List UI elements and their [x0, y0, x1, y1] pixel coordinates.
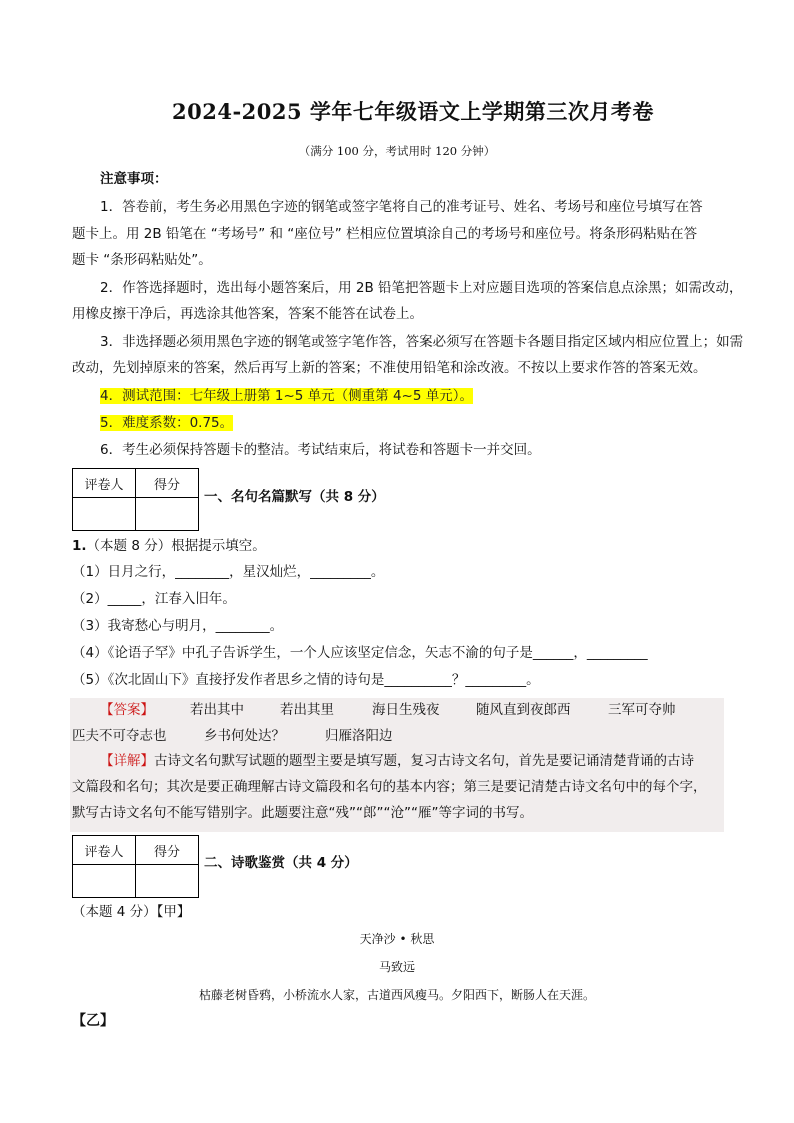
answer-box [70, 698, 724, 832]
notice-line: 3．非选择题必须用黑色字迹的钢笔或签字笔作答，答案必须写在答题卡各题目指定区域内相应位置上；如需 [100, 334, 744, 350]
score-table-reviewer-header: 评卷人 [73, 469, 136, 498]
score-table-reviewer-header: 评卷人 [73, 836, 136, 865]
answer-item: 随风直到夜郎西 [476, 702, 571, 718]
notice-line: 题卡上。用 2B 铅笔在 “考场号” 和 “座位号” 栏相应位置填涂自己的考场号和座位号。将条形码粘贴在答 [72, 226, 698, 242]
question-item: （1）日月之行，________，星汉灿烂，_________。 [72, 564, 385, 580]
notice-line: 用橡皮擦干净后，再选涂其他答案，答案不能答在试卷上。 [72, 306, 423, 322]
score-table-reviewer-cell[interactable] [73, 865, 136, 898]
question-item: （3）我寄愁心与明月，________。 [72, 618, 284, 634]
score-table-score-cell[interactable] [136, 498, 199, 531]
notice-line: 2．作答选择题时，选出每小题答案后，用 2B 铅笔把答题卡上对应题目选项的答案信息点涂黑；如需改动， [100, 280, 743, 296]
answer-row-2 [70, 724, 724, 750]
detail-line: 【详解】古诗文名句默写试题的题型主要是填写题，复习古诗文名句，首先是要记诵清楚背诵的古诗 [100, 753, 694, 769]
score-table-score-header: 得分 [136, 469, 199, 498]
answer-item: 乡书何处达？ [204, 728, 285, 744]
answer-label: 【答案】 [100, 702, 154, 718]
answer-item: 三军可夺帅 [608, 702, 676, 718]
question-item: （5）《次北固山下》直接抒发作者思乡之情的诗句是__________？_________。 [72, 672, 540, 688]
score-table-reviewer-cell[interactable] [73, 498, 136, 531]
answer-item: 归雁洛阳边 [325, 728, 393, 744]
notice-line: 题卡 “条形码粘贴处”。 [72, 252, 212, 268]
detail-line: 文篇段和名句；其次是要正确理解古诗文篇段和名句的基本内容；第三是要记清楚古诗文名句中的每个字， [72, 779, 707, 795]
question-item: （2）_____，江春入旧年。 [72, 591, 236, 607]
score-table [72, 835, 199, 898]
notice-line-highlight: 4．测试范围：七年级上册第 1~5 单元（侧重第 4~5 单元）。 [100, 388, 473, 404]
poem-author: 马致远 [378, 960, 415, 974]
page-title: 2024-2025 学年七年级语文上学期第三次月考卷 [172, 99, 654, 124]
answer-row-1 [70, 698, 724, 724]
answer-item: 海日生残夜 [372, 702, 440, 718]
question-intro: （本题 4 分）【甲】 [72, 904, 191, 920]
poem-yi-label: 【乙】 [72, 1013, 114, 1029]
question-item: （4）《论语子罕》中孔子告诉学生，一个人应该坚定信念，矢志不渝的句子是______，_________ [72, 645, 648, 661]
poem-title: 天净沙 • 秋思 [359, 932, 435, 946]
page-subtitle: （满分 100 分，考试用时 120 分钟） [298, 144, 496, 158]
section-heading: 一、名句名篇默写（共 8 分） [204, 489, 385, 505]
detail-line: 默写古诗文名句不能写错别字。此题要注意“残”“郎”“沧”“雁”等字词的书写。 [72, 805, 533, 821]
section-heading: 二、诗歌鉴赏（共 4 分） [204, 855, 358, 871]
notice-line: 6．考生必须保持答题卡的整洁。考试结束后，将试卷和答题卡一并交回。 [100, 442, 541, 458]
poem-text: 枯藤老树昏鸦，小桥流水人家，古道西风瘦马。夕阳西下，断肠人在天涯。 [198, 988, 595, 1002]
answer-item: 若出其里 [280, 702, 334, 718]
notice-line-highlight: 5．难度系数：0.75。 [100, 415, 234, 431]
score-table-score-cell[interactable] [136, 865, 199, 898]
answer-item: 匹夫不可夺志也 [72, 728, 167, 744]
notice-line: 改动，先划掉原来的答案，然后再写上新的答案；不准使用铅笔和涂改液。不按以上要求作答的答案无效。 [72, 360, 707, 376]
notice-heading: 注意事项： [100, 171, 168, 187]
notice-line: 1．答卷前，考生务必用黑色字迹的钢笔或签字笔将自己的准考证号、姓名、考场号和座位号填写在答 [100, 199, 703, 215]
question-intro: 1.（本题 8 分）根据提示填空。 [72, 538, 266, 554]
answer-item: 若出其中 [190, 702, 244, 718]
score-table [72, 468, 199, 531]
score-table-score-header: 得分 [136, 836, 199, 865]
